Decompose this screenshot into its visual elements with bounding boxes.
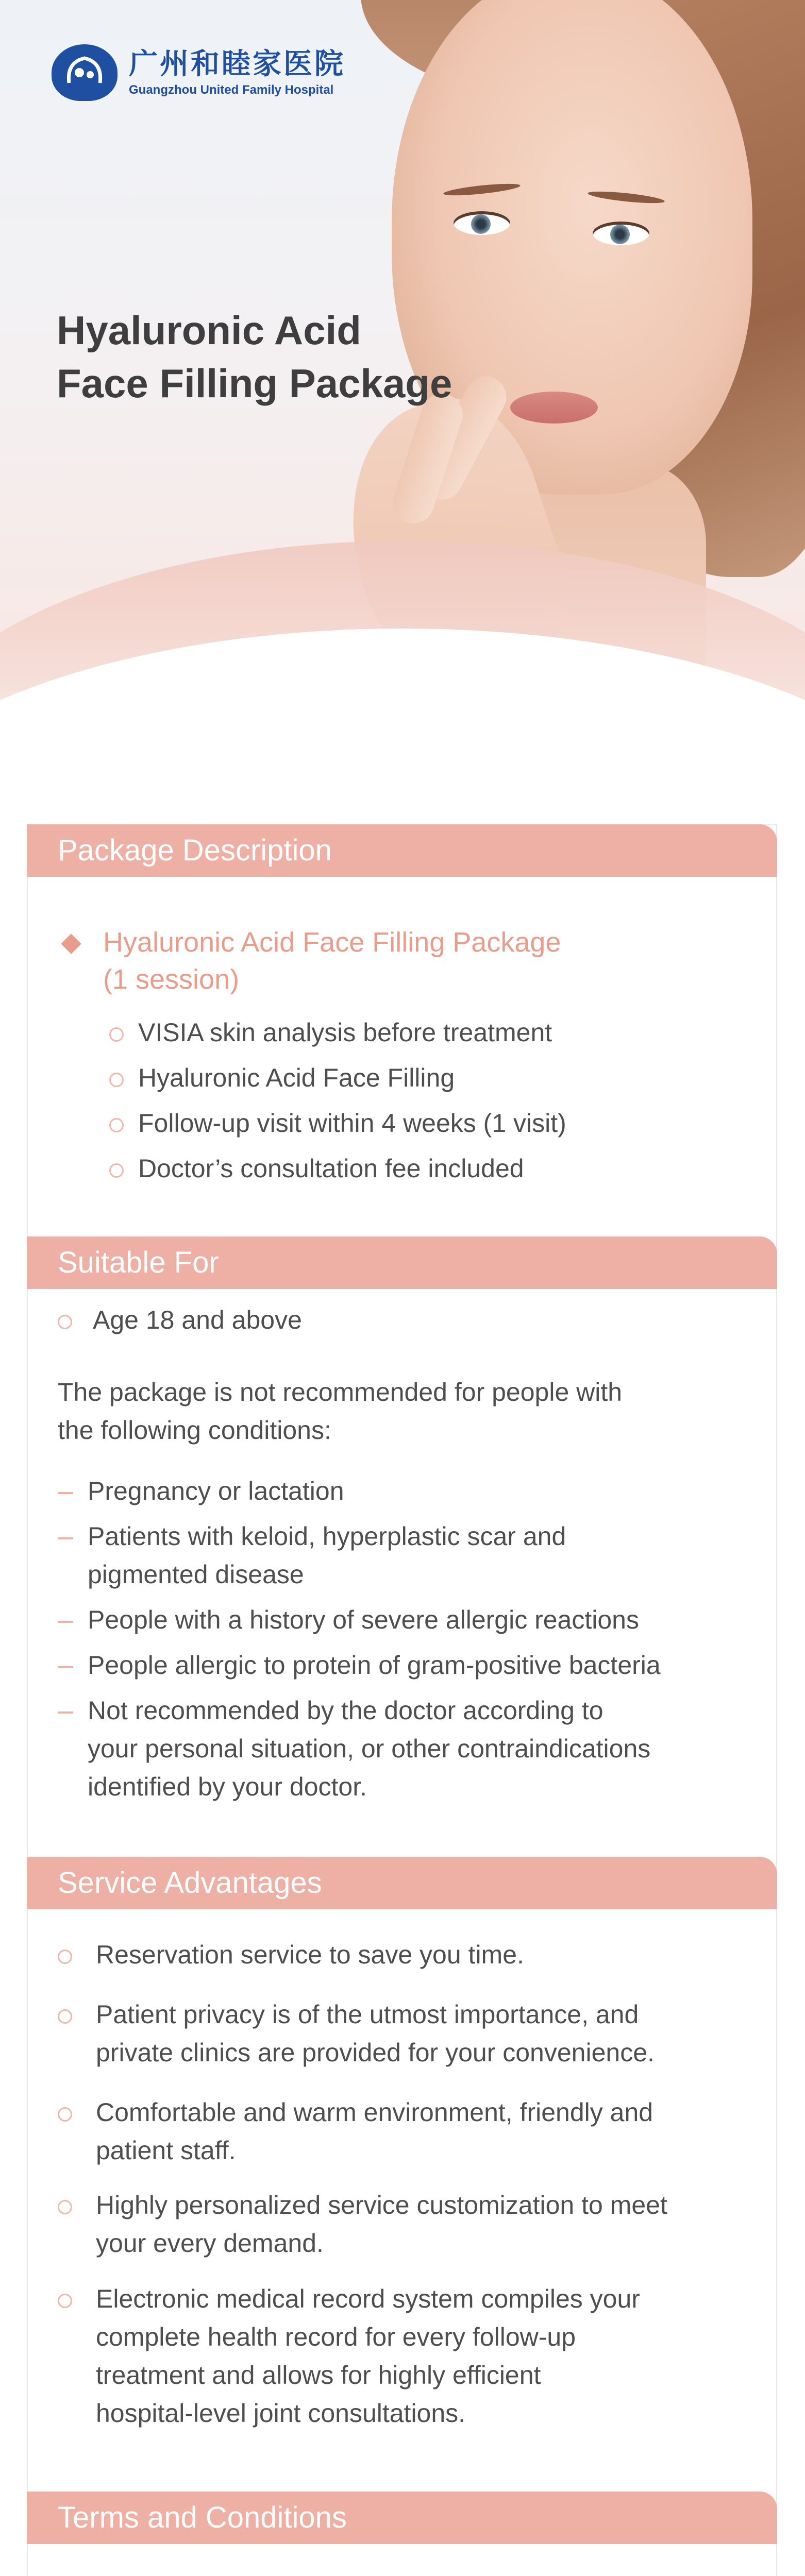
advantage-item: Reservation service to save you time. [96, 1940, 524, 1969]
advantage-item: Highly personalized service customization to meet [96, 2191, 667, 2219]
condition-item: identified by your doctor. [88, 1772, 367, 1801]
page-title-line: Face Filling Package [57, 360, 452, 406]
list-item: Hyaluronic Acid Face Filling [138, 1063, 455, 1092]
dash-bullet [58, 1621, 73, 1623]
not-recommended-note: the following conditions: [58, 1416, 331, 1445]
circle-bullet-icon [58, 2009, 72, 2024]
condition-item: People with a history of severe allergic reactions [88, 1605, 639, 1634]
advantage-item: your every demand. [96, 2229, 324, 2258]
condition-item: People allergic to protein of gram-positive bacteria [88, 1651, 661, 1680]
logo-chinese-name: 广州和睦家医院 [129, 47, 345, 80]
list-item: VISIA skin analysis before treatment [138, 1018, 552, 1047]
dash-bullet [58, 1492, 73, 1494]
hero-banner [0, 0, 805, 804]
circle-bullet-icon [58, 1315, 72, 1329]
condition-item: Not recommended by the doctor according to [88, 1696, 603, 1725]
page-title [57, 304, 452, 410]
circle-bullet-icon [109, 1118, 124, 1132]
circle-bullet-icon [109, 1027, 124, 1042]
circle-bullet-icon [58, 2294, 72, 2308]
dash-bullet [58, 1711, 73, 1714]
advantage-item: Electronic medical record system compiles your [96, 2284, 640, 2313]
hero-photo-lips [510, 392, 598, 423]
condition-item: Pregnancy or lactation [88, 1477, 344, 1505]
advantage-item: private clinics are provided for your convenience. [96, 2038, 655, 2067]
section-header-suitable: Suitable For [27, 1236, 777, 1289]
age-requirement: Age 18 and above [93, 1306, 302, 1334]
advantage-item: Patient privacy is of the utmost importance, and [96, 2000, 639, 2029]
section-header-description: Package Description [27, 824, 777, 877]
advantage-item: patient staff. [96, 2136, 236, 2165]
list-item: Doctor’s consultation fee included [138, 1154, 524, 1183]
circle-bullet-icon [58, 2200, 72, 2214]
dash-bullet [58, 1537, 73, 1539]
not-recommended-note: The package is not recommended for people with [58, 1378, 623, 1406]
advantage-item: Comfortable and warm environment, friendly and [96, 2098, 653, 2127]
hero-photo-eye [454, 211, 510, 235]
circle-bullet-icon [58, 2107, 72, 2122]
condition-item: pigmented disease [88, 1560, 304, 1589]
dash-bullet [58, 1666, 73, 1668]
logo-english-name: Guangzhou United Family Hospital [129, 82, 334, 97]
circle-bullet-icon [109, 1073, 124, 1087]
condition-item: Patients with keloid, hyperplastic scar and [88, 1522, 566, 1551]
section-header-terms: Terms and Conditions [27, 2492, 777, 2544]
advantage-item: treatment and allows for highly efficient [96, 2361, 541, 2389]
circle-bullet-icon [58, 1950, 72, 1964]
list-item: Follow-up visit within 4 weeks (1 visit) [138, 1109, 566, 1138]
condition-item: your personal situation, or other contraindications [88, 1734, 651, 1763]
section-header-advantages: Service Advantages [27, 1857, 777, 1909]
package-sessions: (1 session) [103, 964, 240, 995]
advantage-item: complete health record for every follow-up [96, 2323, 576, 2351]
advantage-item: hospital-level joint consultations. [96, 2399, 466, 2428]
hero-photo-eye [593, 222, 649, 245]
circle-bullet-icon [109, 1163, 124, 1178]
package-name: Hyaluronic Acid Face Filling Package [103, 927, 561, 958]
logo-mark-icon [52, 44, 118, 101]
hospital-logo[interactable] [52, 44, 345, 101]
page-title-line: Hyaluronic Acid [57, 308, 361, 353]
